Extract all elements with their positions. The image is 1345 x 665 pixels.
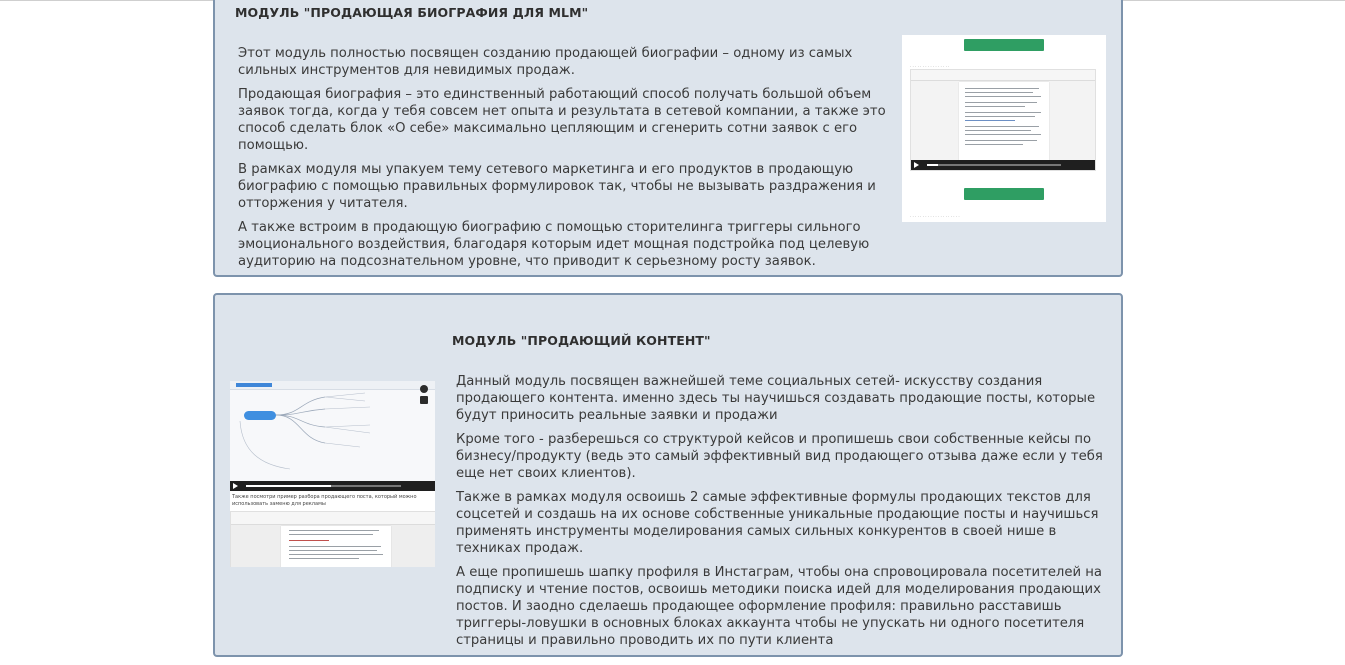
document-page xyxy=(959,82,1049,162)
document-preview[interactable] xyxy=(230,511,435,567)
mindmap-root-node xyxy=(244,411,276,420)
thumbnail-green-button xyxy=(964,39,1044,51)
share-icon[interactable] xyxy=(420,396,428,404)
thumbnail-green-button xyxy=(964,188,1044,200)
paragraph: Кроме того - разберешься со структурой кейсов и пропишешь свои собственные кейсы по бизнесу/продукту (ведь это самый эффективный вид продающего отзыва даже если у тебя еще нет своих клиентов). xyxy=(456,432,1103,481)
paragraph: Также в рамках модуля освоишь 2 самые эффективные формулы продающих текстов для соцсетей и создашь на их основе собственные уникальные продающие посты и научишься применять инструменты моделирования самых сильных конкурентов в своей нише в техниках продаж. xyxy=(456,490,1099,556)
paragraph: А еще пропишешь шапку профиля в Инстаграм, чтобы она спровоцировала посетителей на подписку и чтение постов, освоишь методики поиска идей для моделирования продающих постов. И заодно сделаешь продающее оформление профиля: правильно расставишь триггеры-ловушки в основных блоках аккаунта чтобы не упускать ни одного посетителя страницы и правильно проводить их по пути клиента xyxy=(456,565,1102,648)
thumbnail-caption: Также посмотри пример разбора продающего поста, который можно использовать заменю для рекламы xyxy=(232,494,417,507)
video-progress-fill xyxy=(927,164,938,166)
module-card-content xyxy=(213,293,1123,657)
video-progress[interactable] xyxy=(246,485,401,487)
module-description xyxy=(456,373,1111,656)
thumbnail-caption-line: · · · · · · · · · · · · · · · · xyxy=(910,64,950,69)
module-title: МОДУЛЬ "ПРОДАЮЩИЙ КОНТЕНТ" xyxy=(452,333,711,348)
paragraph: А также встроим в продающую биографию с помощью сторителинга триггеры сильного эмоционального воздействия, благодаря которым идет мощная подстройка под целевую аудиторию на подсознательном уровне, что приводит к серьезному росту заявок. xyxy=(238,220,870,269)
document-toolbar xyxy=(231,512,435,525)
thumbnail-caption-line: · · · · · · · · · · · · · · · · · · · · xyxy=(910,214,960,219)
paragraph: В рамках модуля мы упакуем тему сетевого маркетинга и его продуктов в продающую биографию с помощью правильных формулировок так, чтобы не вызывать раздражения и отторжения у читателя. xyxy=(238,162,876,211)
module-title: МОДУЛЬ "ПРОДАЮЩАЯ БИОГРАФИЯ ДЛЯ MLM" xyxy=(235,5,589,20)
document-toolbar xyxy=(911,70,1095,81)
video-progress-fill xyxy=(246,485,331,487)
document-page xyxy=(281,526,391,567)
video-progress[interactable] xyxy=(927,164,1061,166)
paragraph: Данный модуль посвящен важнейшей теме социальных сетей- искусству создания продающего контента. именно здесь ты научишься создавать продающие посты, которые будут приносить реальные заявки и продажи xyxy=(456,374,1096,423)
info-icon[interactable] xyxy=(420,385,428,393)
play-icon[interactable] xyxy=(914,162,919,168)
module-screenshot-thumbnail[interactable] xyxy=(902,35,1106,222)
mindmap-video-preview[interactable] xyxy=(230,381,435,491)
document-video-preview[interactable] xyxy=(910,69,1096,171)
mindmap-connections xyxy=(230,381,435,491)
paragraph: Продающая биография – это единственный работающий способ получать большой объем заявок тогда, когда у тебя совсем нет опыта и результата в сетевой компании, а также это способ сделать блок «О себе» максимально цепляющим и сгенерить сотни заявок с его помощью. xyxy=(238,87,886,153)
video-controls[interactable] xyxy=(911,160,1095,170)
module-description xyxy=(238,45,888,277)
module-card-biography xyxy=(213,0,1123,277)
play-icon[interactable] xyxy=(233,483,238,489)
paragraph: Этот модуль полностью посвящен созданию продающей биографии – одному из самых сильных инструментов для невидимых продаж. xyxy=(238,46,853,78)
video-controls[interactable] xyxy=(230,481,435,491)
module-screenshot-thumbnail[interactable] xyxy=(230,381,435,567)
